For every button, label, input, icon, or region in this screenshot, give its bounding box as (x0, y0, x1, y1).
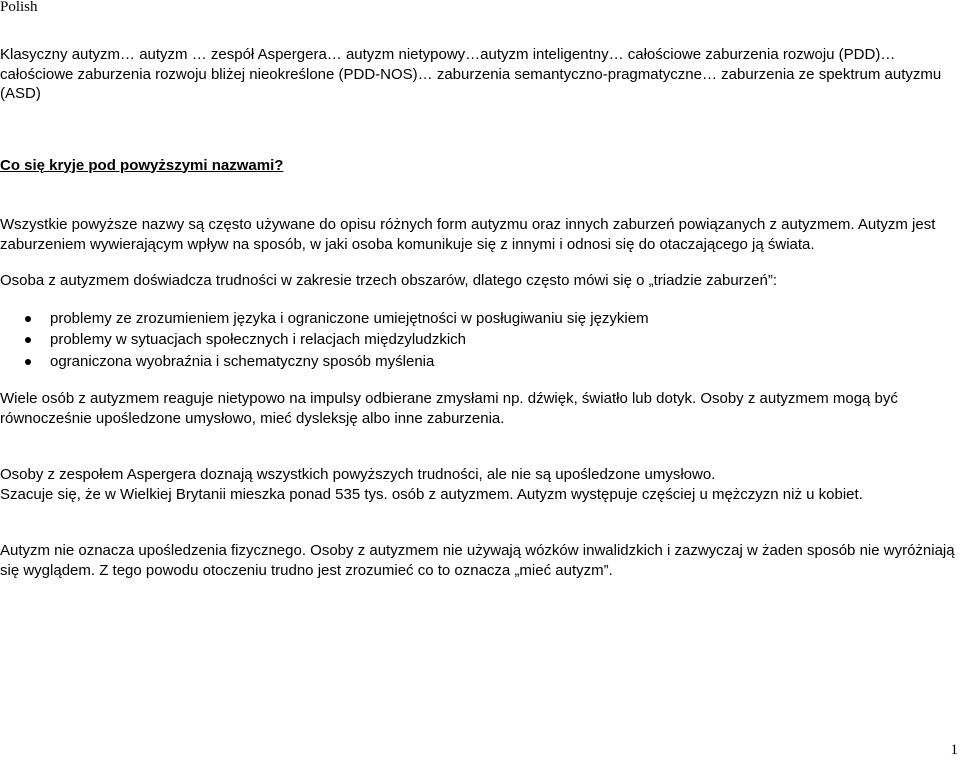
list-item-text: ograniczona wyobraźnia i schematyczny sposób myślenia (50, 352, 435, 370)
paragraph-4a: Osoby z zespołem Aspergera doznają wszystkich powyższych trudności, ale nie są upośledzone umysłowo. (0, 466, 716, 483)
bullet-icon (25, 316, 31, 322)
triad-list (0, 308, 958, 373)
list-item (0, 329, 958, 351)
section-heading: Co się kryje pod powyższymi nazwami? (0, 156, 284, 174)
paragraph-1: Wszystkie powyższe nazwy są często używane do opisu różnych form autyzmu oraz innych zaburzeń powiązanych z autyzmem. Autyzm jest zaburzeniem wywierającym wpływ na sposób, w jaki osoba komunikuje się z innymi i odnosi się do otaczającego ją świata. (0, 216, 936, 253)
paragraph-2: Osoba z autyzmem doświadcza trudności w zakresie trzech obszarów, dlatego często mówi się o „triadzie zaburzeń”: (0, 272, 778, 289)
list-item-text: problemy w sytuacjach społecznych i relacjach międzyludzkich (50, 331, 467, 348)
paragraph-3: Wiele osób z autyzmem reaguje nietypowo na impulsy odbierane zmysłami np. dźwięk, światło lub dotyk. Osoby z autyzmem mogą być równocześnie upośledzone umysłowo, mieć dysleksję albo inne zaburzenia. (0, 390, 898, 427)
document-body (0, 45, 958, 580)
bullet-icon (25, 359, 31, 365)
bullet-icon (25, 337, 31, 343)
page-number: 1 (950, 742, 958, 758)
list-item-text: problemy ze zrozumieniem języka i ograniczone umiejętności w posługiwaniu się językiem (50, 309, 649, 327)
intro-paragraph: Klasyczny autyzm… autyzm … zespół Aspergera… autyzm nietypowy…autyzm inteligentny… całościowe zaburzenia rozwoju (PDD)… całościowe zaburzenia rozwoju bliżej nieokreślone (PDD-NOS)… zaburzenia semantyczno-pragmatyczne… zaburzenia ze spektrum autyzmu (ASD) (0, 46, 942, 102)
paragraph-5: Autyzm nie oznacza upośledzenia fizycznego. Osoby z autyzmem nie używają wózków inwalidzkich i zazwyczaj w żaden sposób nie wyróżniają się wyglądem. Z tego powodu otoczeniu trudno jest zrozumieć co to oznacza „mieć autyzm”. (0, 542, 955, 579)
list-item (0, 351, 958, 373)
paragraph-4b: Szacuje się, że w Wielkiej Brytanii mieszka ponad 535 tys. osób z autyzmem. Autyzm występuje częściej u mężczyzn niż u kobiet. (0, 485, 863, 503)
language-label: Polish (0, 0, 38, 15)
list-item (0, 308, 958, 330)
